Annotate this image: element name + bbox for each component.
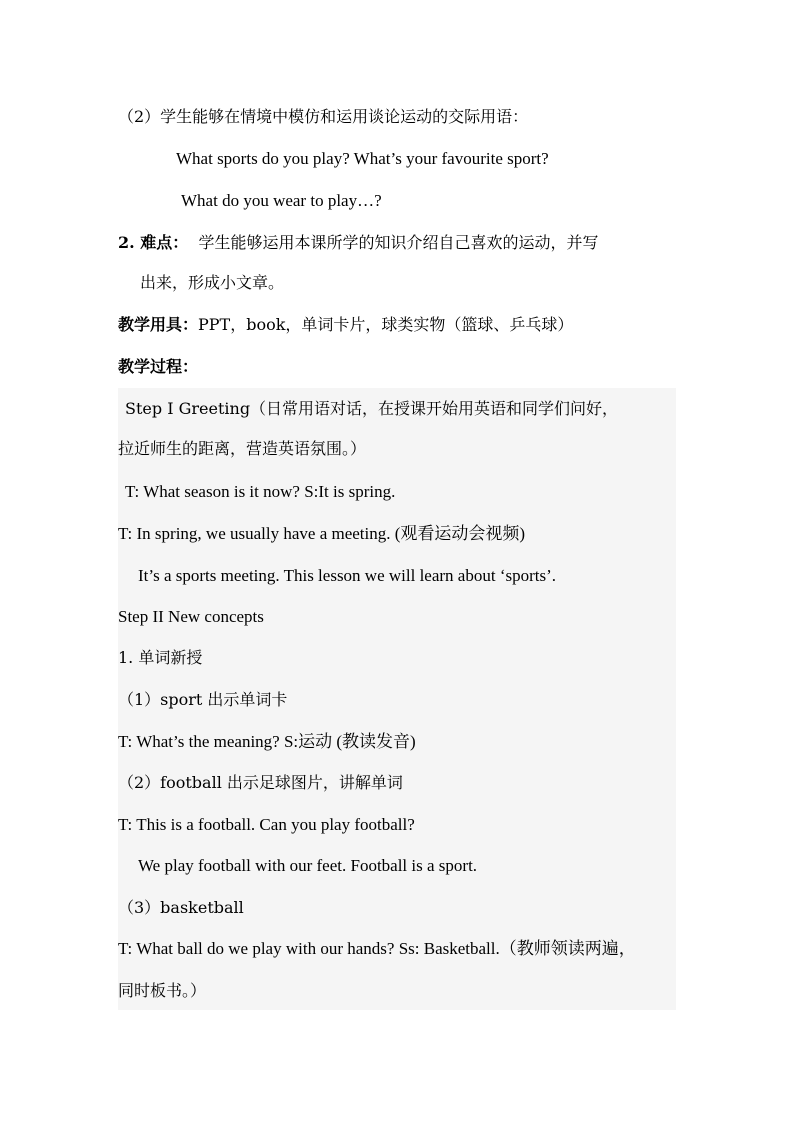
dialog-meaning: T: What’s the meaning? S:运动 (教读发音) bbox=[118, 732, 416, 751]
dialog-sports-meeting: It’s a sports meeting. This lesson we will learn about ‘sports’. bbox=[138, 566, 557, 585]
difficulty-text: 学生能够运用本课所学的知识介绍自己喜欢的运动，并写 bbox=[198, 233, 599, 252]
step2-heading: Step II New concepts bbox=[118, 607, 264, 626]
dialog-spring: T: In spring, we usually have a meeting. (观看运动会视频) bbox=[118, 524, 526, 543]
vocab-sport: （1）sport 出示单词卡 bbox=[118, 690, 288, 709]
vocab-football: （2）football 出示足球图片，讲解单词 bbox=[118, 773, 403, 792]
goal-line-2: （2）学生能够在情境中模仿和运用谈论运动的交际用语： bbox=[118, 107, 529, 126]
dialog-football: T: This is a football. Can you play football? bbox=[118, 815, 415, 834]
tools-label: 教学用具： bbox=[118, 315, 199, 334]
dialog-hands: T: What ball do we play with our hands? Ss: Basketball.（教师领读两遍， bbox=[118, 939, 636, 958]
difficulty-line-cont: 出来，形成小文章。 bbox=[140, 273, 285, 292]
difficulty-label: 2. 难点： bbox=[118, 233, 189, 252]
tools-line bbox=[118, 314, 573, 336]
difficulty-line bbox=[118, 232, 598, 254]
step1-heading-cont: 拉近师生的距离，营造英语氛围。） bbox=[118, 439, 367, 458]
dialog-season: T: What season is it now? S:It is spring. bbox=[125, 482, 396, 501]
dialog-hands-cont: 同时板书。） bbox=[118, 981, 207, 1000]
tools-text: PPT，book，单词卡片，球类实物（篮球、乒乓球） bbox=[198, 315, 574, 334]
sentence-what-wear: What do you wear to play…? bbox=[181, 191, 382, 210]
vocab-basketball: （3）basketball bbox=[118, 898, 244, 917]
dialog-feet: We play football with our feet. Football is a sport. bbox=[138, 856, 478, 875]
process-heading: 教学过程： bbox=[118, 357, 199, 376]
vocab-heading: 1. 单词新授 bbox=[118, 648, 203, 667]
step1-heading: Step I Greeting（日常用语对话，在授课开始用英语和同学们问好， bbox=[125, 399, 619, 418]
sentence-what-sports: What sports do you play? What’s your favourite sport? bbox=[176, 149, 549, 168]
